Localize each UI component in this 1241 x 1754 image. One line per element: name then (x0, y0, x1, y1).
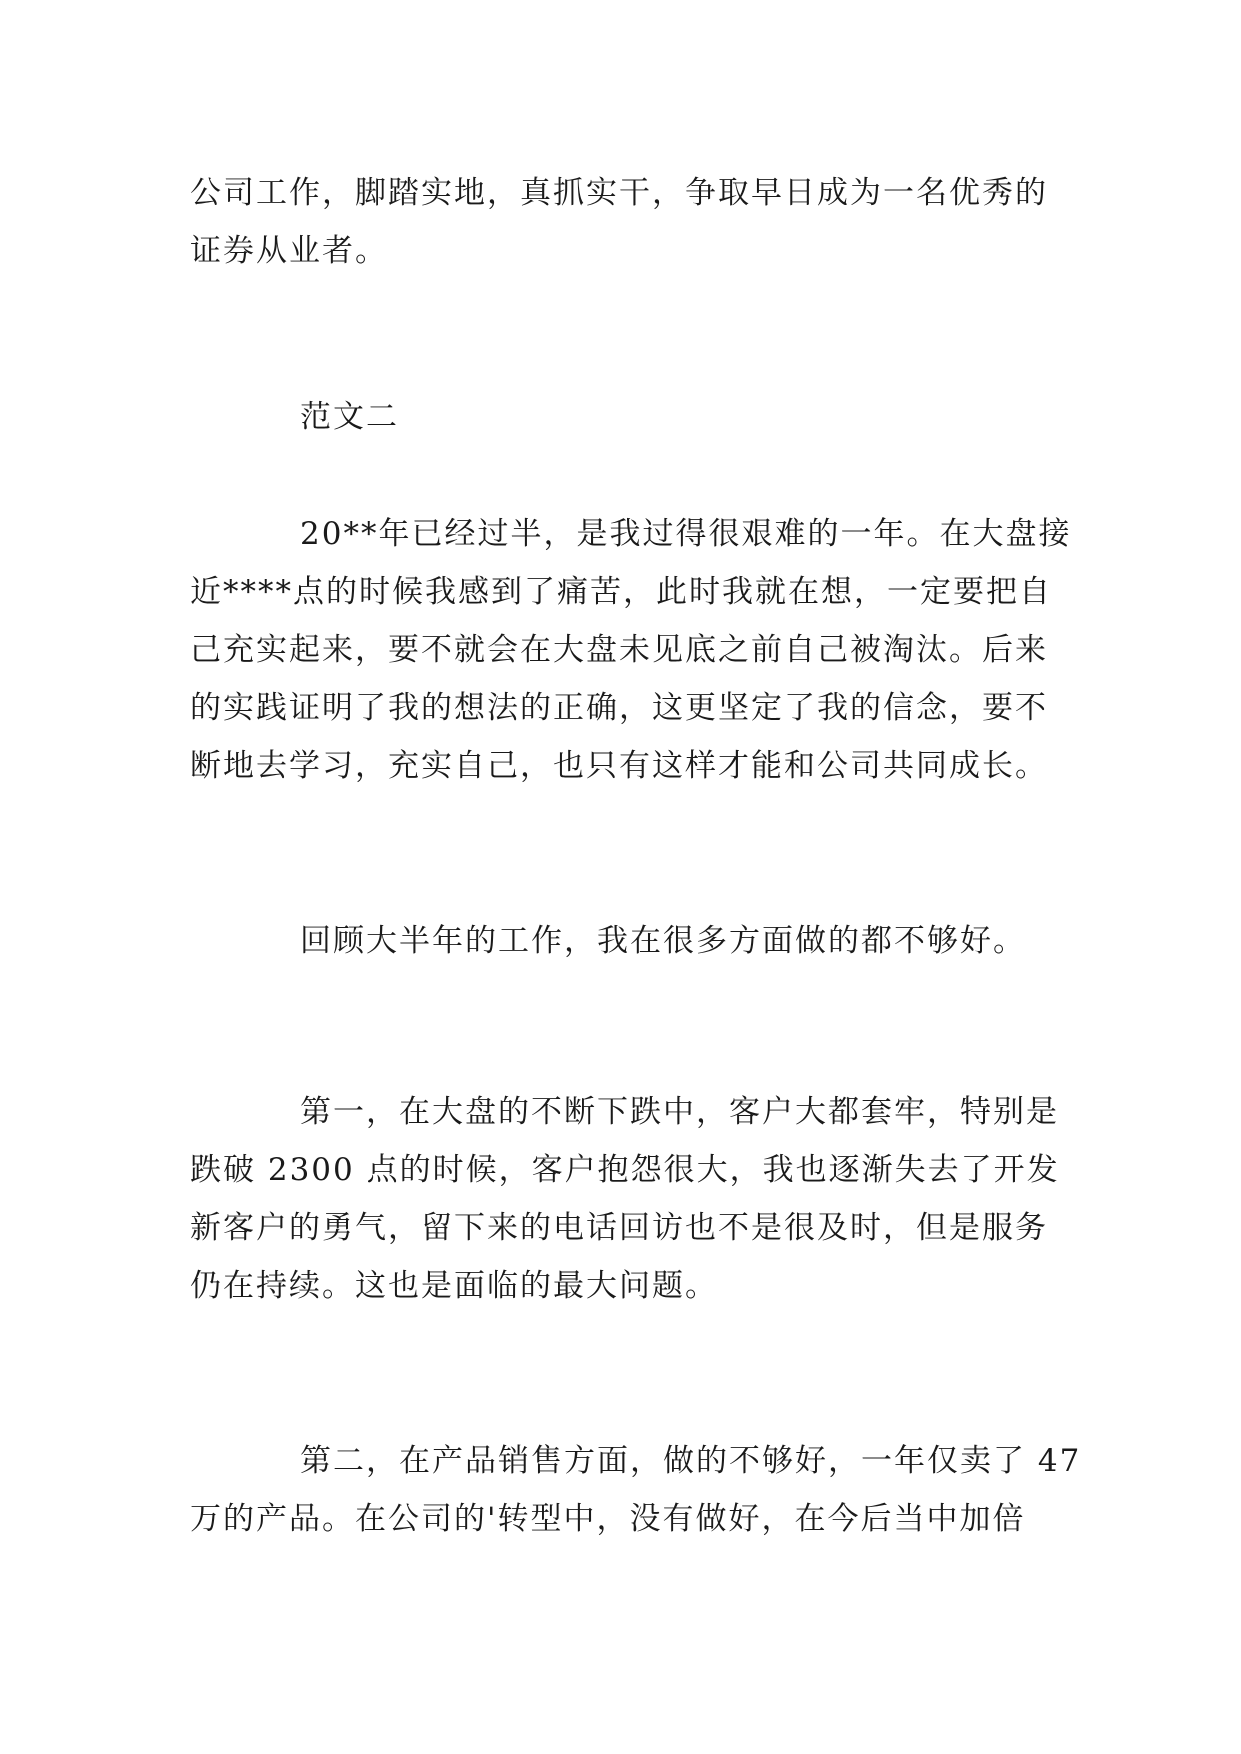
text-line: 己充实起来，要不就会在大盘未见底之前自己被淘汰。后来 (190, 632, 1048, 668)
text-line: 公司工作，脚踏实地，真抓实干，争取早日成为一名优秀的 (190, 175, 1048, 211)
text-line: 新客户的勇气，留下来的电话回访也不是很及时，但是服务 (190, 1210, 1048, 1246)
section-heading (190, 388, 1060, 446)
text-line: 回顾大半年的工作，我在很多方面做的都不够好。 (300, 923, 1026, 959)
paragraph-review (190, 912, 1060, 970)
text-line: 的实践证明了我的想法的正确，这更坚定了我的信念，要不 (190, 690, 1048, 726)
text-line: 万的产品。在公司的'转型中，没有做好，在今后当中加倍 (190, 1501, 1026, 1537)
text-line: 第二，在产品销售方面，做的不够好，一年仅卖了 47 (300, 1443, 1082, 1479)
paragraph-first-point (190, 1083, 1060, 1315)
paragraph-continuation (190, 164, 1060, 280)
text-line: 证券从业者。 (190, 233, 388, 269)
paragraph-intro (190, 505, 1072, 795)
heading-text: 范文二 (300, 399, 399, 435)
text-line: 断地去学习，充实自己，也只有这样才能和公司共同成长。 (190, 748, 1048, 784)
text-line: 近****点的时候我感到了痛苦，此时我就在想，一定要把自 (190, 574, 1052, 610)
text-line: 20**年已经过半，是我过得很艰难的一年。在大盘接 (300, 516, 1072, 552)
text-line: 跌破 2300 点的时候，客户抱怨很大，我也逐渐失去了开发 (190, 1152, 1060, 1188)
text-line: 第一，在大盘的不断下跌中，客户大都套牢，特别是 (300, 1094, 1059, 1130)
text-line: 仍在持续。这也是面临的最大问题。 (190, 1268, 718, 1304)
paragraph-second-point (190, 1432, 1082, 1548)
